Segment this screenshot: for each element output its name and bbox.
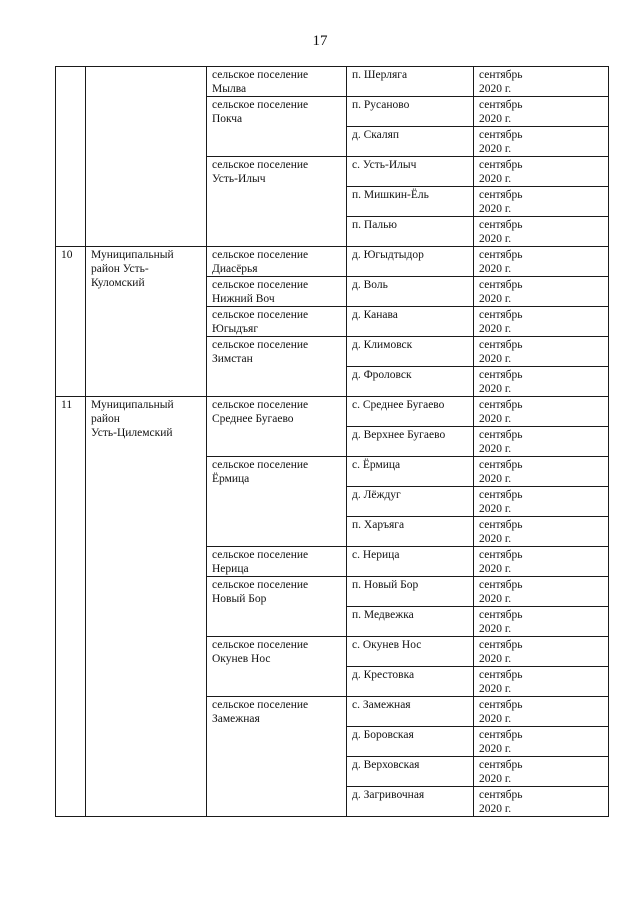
date-cell: сентябрь 2020 г. <box>474 727 609 757</box>
table-row <box>56 397 609 427</box>
date-cell: сентябрь 2020 г. <box>474 577 609 607</box>
settlement-cell: сельское поселение Ёрмица <box>207 457 347 547</box>
settlement-cell: сельское поселение Среднее Бугаево <box>207 397 347 457</box>
place-cell: с. Усть-Илыч <box>347 157 474 187</box>
place-cell: д. Боровская <box>347 727 474 757</box>
place-cell: д. Скаляп <box>347 127 474 157</box>
place-cell: д. Верхнее Бугаево <box>347 427 474 457</box>
place-cell: п. Мишкин-Ёль <box>347 187 474 217</box>
date-cell: сентябрь 2020 г. <box>474 697 609 727</box>
place-cell: п. Новый Бор <box>347 577 474 607</box>
table-row <box>56 67 609 97</box>
district-cell: Муниципальный район Усть- Куломский <box>86 247 207 397</box>
date-cell: сентябрь 2020 г. <box>474 397 609 427</box>
date-cell: сентябрь 2020 г. <box>474 307 609 337</box>
place-cell: д. Воль <box>347 277 474 307</box>
settlement-cell: сельское поселение Мылва <box>207 67 347 97</box>
place-cell: п. Харъяга <box>347 517 474 547</box>
place-cell: с. Среднее Бугаево <box>347 397 474 427</box>
place-cell: д. Загривочная <box>347 787 474 817</box>
date-cell: сентябрь 2020 г. <box>474 547 609 577</box>
settlement-cell: сельское поселение Зимстан <box>207 337 347 397</box>
page-number: 17 <box>312 33 328 49</box>
settlement-cell: сельское поселение Диасёрья <box>207 247 347 277</box>
place-cell: д. Фроловск <box>347 367 474 397</box>
date-cell: сентябрь 2020 г. <box>474 607 609 637</box>
date-cell: сентябрь 2020 г. <box>474 757 609 787</box>
date-cell: сентябрь 2020 г. <box>474 787 609 817</box>
settlement-cell: сельское поселение Нижний Воч <box>207 277 347 307</box>
settlement-cell: сельское поселение Югыдъяг <box>207 307 347 337</box>
place-cell: п. Шерляга <box>347 67 474 97</box>
place-cell: п. Русаново <box>347 97 474 127</box>
date-cell: сентябрь 2020 г. <box>474 517 609 547</box>
date-cell: сентябрь 2020 г. <box>474 157 609 187</box>
settlement-cell: сельское поселение Нерица <box>207 547 347 577</box>
place-cell: с. Окунев Нос <box>347 637 474 667</box>
place-cell: п. Палью <box>347 217 474 247</box>
date-cell: сентябрь 2020 г. <box>474 337 609 367</box>
date-cell: сентябрь 2020 г. <box>474 367 609 397</box>
date-cell: сентябрь 2020 г. <box>474 637 609 667</box>
row-number-cell: 11 <box>56 397 86 817</box>
settlement-cell: сельское поселение Замежная <box>207 697 347 817</box>
district-cell <box>86 67 207 247</box>
place-cell: д. Югыдтыдор <box>347 247 474 277</box>
settlement-cell: сельское поселение Окунев Нос <box>207 637 347 697</box>
place-cell: с. Замежная <box>347 697 474 727</box>
place-cell: д. Крестовка <box>347 667 474 697</box>
date-cell: сентябрь 2020 г. <box>474 67 609 97</box>
table-row <box>56 247 609 277</box>
date-cell: сентябрь 2020 г. <box>474 97 609 127</box>
row-number-cell: 10 <box>56 247 86 397</box>
date-cell: сентябрь 2020 г. <box>474 427 609 457</box>
place-cell: д. Лёждуг <box>347 487 474 517</box>
place-cell: д. Климовск <box>347 337 474 367</box>
settlement-schedule-table <box>55 66 609 817</box>
place-cell: д. Канава <box>347 307 474 337</box>
place-cell: д. Верховская <box>347 757 474 787</box>
date-cell: сентябрь 2020 г. <box>474 457 609 487</box>
date-cell: сентябрь 2020 г. <box>474 487 609 517</box>
date-cell: сентябрь 2020 г. <box>474 277 609 307</box>
settlement-cell: сельское поселение Усть-Илыч <box>207 157 347 247</box>
date-cell: сентябрь 2020 г. <box>474 217 609 247</box>
settlement-cell: сельское поселение Покча <box>207 97 347 157</box>
district-cell: Муниципальный район Усть-Цилемский <box>86 397 207 817</box>
date-cell: сентябрь 2020 г. <box>474 127 609 157</box>
place-cell: с. Ёрмица <box>347 457 474 487</box>
settlement-cell: сельское поселение Новый Бор <box>207 577 347 637</box>
row-number-cell <box>56 67 86 247</box>
date-cell: сентябрь 2020 г. <box>474 247 609 277</box>
place-cell: п. Медвежка <box>347 607 474 637</box>
date-cell: сентябрь 2020 г. <box>474 187 609 217</box>
date-cell: сентябрь 2020 г. <box>474 667 609 697</box>
place-cell: с. Нерица <box>347 547 474 577</box>
